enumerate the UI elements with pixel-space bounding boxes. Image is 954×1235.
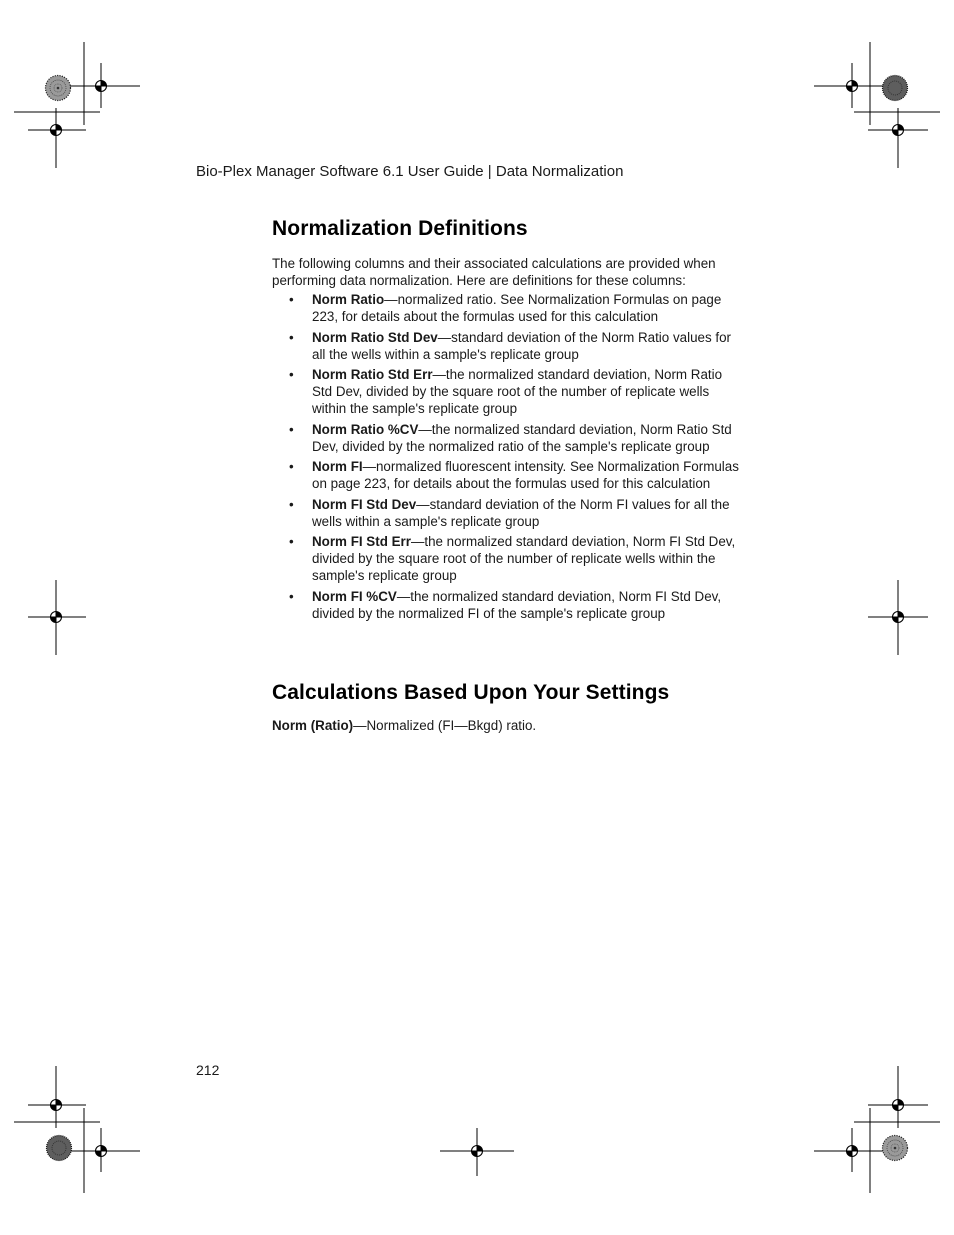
bullet-icon: • <box>289 459 294 474</box>
list-item <box>272 291 742 325</box>
list-item <box>272 533 742 584</box>
list-item <box>272 458 742 492</box>
calculation-term: Norm (Ratio) <box>272 718 354 733</box>
definition-text: —the normalized standard deviation, Norm FI Std Dev, divided by the normalized FI of the sample's replicate group <box>312 588 722 621</box>
definition-term: Norm Ratio <box>312 292 385 307</box>
calculation-text: —Normalized (FI—Bkgd) ratio. <box>353 718 537 733</box>
running-head: Bio-Plex Manager Software 6.1 User Guide | Data Normalization <box>196 163 624 180</box>
bullet-icon: • <box>289 496 294 512</box>
bullet-icon: • <box>289 292 294 307</box>
definitions-list <box>272 291 742 625</box>
bullet-icon: • <box>289 588 294 604</box>
definition-term: Norm Ratio Std Dev <box>312 329 438 345</box>
definition-term: Norm Ratio Std Err <box>312 367 433 382</box>
definition-term: Norm FI Std Err <box>312 534 411 549</box>
definition-term: Norm FI <box>312 459 363 474</box>
list-item <box>272 588 742 622</box>
section-title-calculations: Calculations Based Upon Your Settings <box>272 681 670 704</box>
bullet-icon: • <box>289 329 294 345</box>
definition-term: Norm FI %CV <box>312 588 397 604</box>
list-item <box>272 496 742 530</box>
definition-term: Norm FI Std Dev <box>312 496 417 512</box>
list-item <box>272 366 742 417</box>
definition-text: —the normalized standard deviation, Norm FI Std Dev, divided by the square root of the number of replicate wells within the sample's replicate group <box>312 534 736 583</box>
list-item <box>272 329 742 363</box>
definition-text: —standard deviation of the Norm FI values for all the wells within a sample's replicate group <box>312 496 730 529</box>
bullet-icon: • <box>289 367 294 382</box>
page-number: 212 <box>196 1062 220 1078</box>
definition-text: —standard deviation of the Norm Ratio values for all the wells within a sample's replicate group <box>312 329 732 362</box>
bullet-icon: • <box>289 421 294 437</box>
intro-paragraph: The following columns and their associated calculations are provided when performing data normalization. Here are definitions for these columns: <box>272 256 716 288</box>
definition-term: Norm Ratio %CV <box>312 421 419 437</box>
definition-text: —normalized ratio. See Normalization Formulas on page 223, for details about the formulas used for this calculation <box>312 292 722 324</box>
calculation-paragraph <box>272 717 536 734</box>
bullet-icon: • <box>289 534 294 549</box>
definition-text: —normalized fluorescent intensity. See Normalization Formulas on page 223, for details about the formulas used for this calculation <box>312 459 739 491</box>
definition-text: —the normalized standard deviation, Norm Ratio Std Dev, divided by the square root of the number of replicate wells within the sample's replicate group <box>312 367 723 416</box>
section-title-normalization-definitions: Normalization Definitions <box>272 217 528 240</box>
definition-text: —the normalized standard deviation, Norm Ratio Std Dev, divided by the normalized ratio of the sample's replicate group <box>312 421 732 454</box>
list-item <box>272 421 742 455</box>
